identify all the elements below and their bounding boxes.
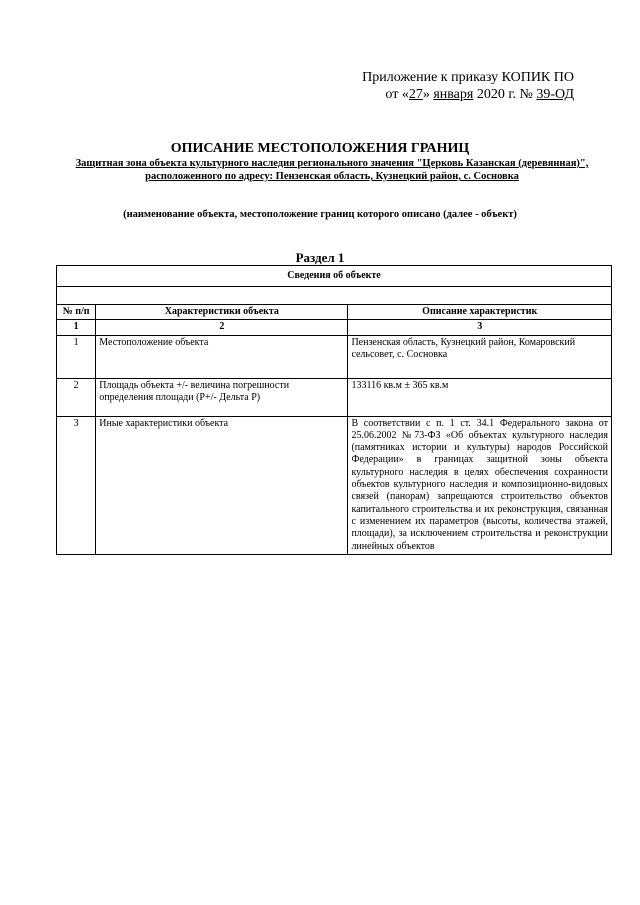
row-description: 133116 кв.м ± 365 кв.м (348, 378, 612, 416)
appendix-header (362, 69, 574, 103)
table-row (57, 378, 612, 416)
table-caption: Сведения об объекте (57, 266, 612, 287)
date-year: 2020 г. № (473, 87, 537, 102)
column-number-1: 1 (57, 320, 96, 335)
section-title: Раздел 1 (295, 250, 345, 265)
table-spacer (57, 287, 612, 305)
date-sep: » (422, 87, 434, 102)
column-header-description: Описание характеристик (348, 305, 612, 320)
column-number-2: 2 (96, 320, 348, 335)
object-subtitle: Защитная зона объекта культурного наследия регионального значения "Церковь Казанская (деревянная)", расположенного по адресу: Пензенская область, Кузнецкий район, с. Сосновка (75, 158, 589, 182)
date-day: 27 (408, 87, 423, 102)
row-index: 3 (57, 416, 96, 554)
table-row (57, 416, 612, 554)
appendix-line2 (362, 86, 574, 103)
row-index: 2 (57, 378, 96, 416)
naming-note: (наименование объекта, местоположение границ которого описано (далее - объект) (123, 209, 517, 220)
order-number: 39-ОД (536, 87, 574, 102)
table-row (57, 335, 612, 378)
row-characteristic: Местоположение объекта (96, 335, 348, 378)
column-number-3: 3 (348, 320, 612, 335)
column-header-number: № п/п (57, 305, 96, 320)
row-description: Пензенская область, Кузнецкий район, Комаровский сельсовет, с. Сосновка (348, 335, 612, 378)
date-prefix: от « (385, 87, 409, 102)
row-index: 1 (57, 335, 96, 378)
appendix-line1: Приложение к приказу КОПИК ПО (362, 70, 574, 85)
row-characteristic: Площадь объекта +/- величина погрешности определения площади (P+/- Дельта P) (96, 378, 348, 416)
date-month: января (433, 87, 474, 102)
document-title: ОПИСАНИЕ МЕСТОПОЛОЖЕНИЯ ГРАНИЦ (170, 141, 470, 156)
object-info-table (56, 265, 612, 555)
column-header-characteristic: Характеристики объекта (96, 305, 348, 320)
row-characteristic: Иные характеристики объекта (96, 416, 348, 554)
row-description: В соответствии с п. 1 ст. 34.1 Федерального закона от 25.06.2002 №73-ФЗ «Об объектах культурного наследия (памятниках истории и культуры) народов Российской Федерации» в границах защитной зоны объекта культурного наследия в целях обеспечения сохранности объектов культурного наследия и композиционно-видовых связей (панорам) запрещаются строительство объектов капитального строительства и их реконструкция, связанная с изменением их параметров (высоты, количества этажей, площади), за исключением строительства и реконструкции линейных объектов (348, 416, 612, 554)
